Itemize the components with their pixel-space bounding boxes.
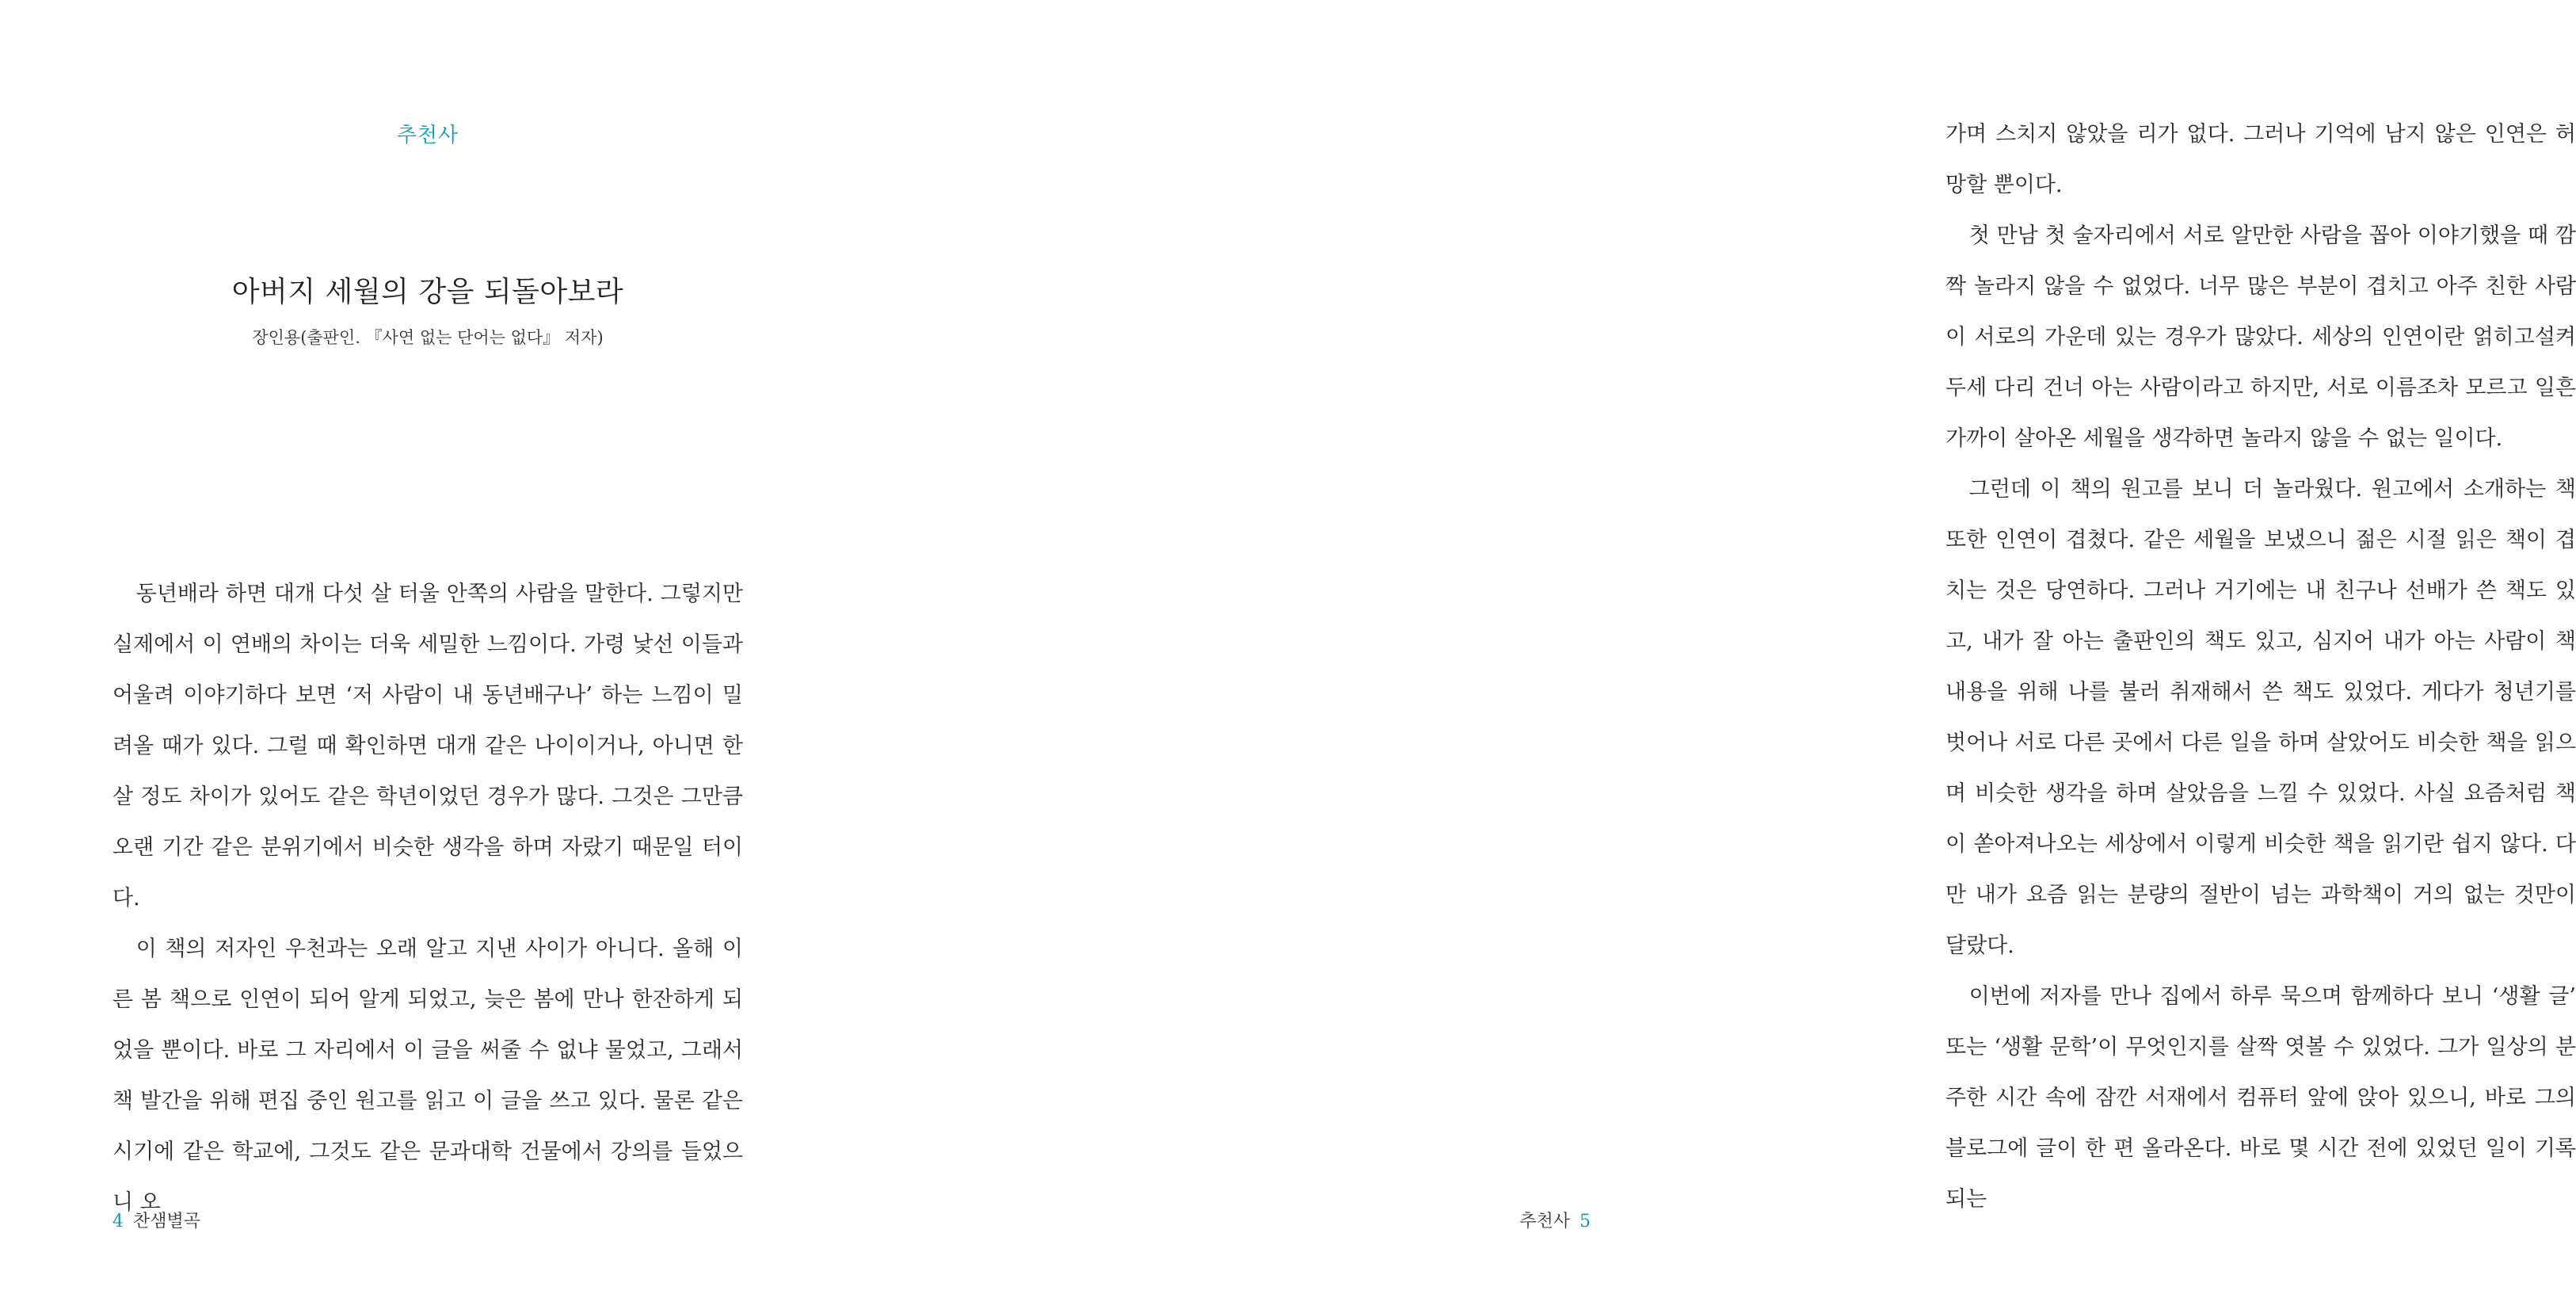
paragraph: 이 책의 저자인 우천과는 오래 알고 지낸 사이가 아니다. 올해 이른 봄 책으로 인연이 되어 알게 되었고, 늦은 봄에 만나 한잔하게 되었을 뿐이다. 바로 그 자리에서 이 글을 써줄 수 없냐 물었고, 그래서 책 발간을 위해 편집 중인 원고를 읽고 이 글을 쓰고 있다. 물론 같은 시기에 같은 학교에, 그것도 같은 문과대학 건물에서 강의를 들었으니 오	[112, 937, 743, 1215]
left-body-text	[112, 569, 743, 1228]
running-book-title: 찬샘별곡	[133, 1212, 201, 1231]
section-label: 추천사	[396, 124, 459, 147]
paragraph: 이번에 저자를 만나 집에서 하루 묵으며 함께하다 보니 ‘생활 글’ 또는 ‘생활 문학’이 무엇인지를 살짝 엿볼 수 있었다. 그가 일상의 분주한 시간 속에 잠깐 서재에서 컴퓨터 앞에 앉아 있으니, 바로 그의 블로그에 글이 한 편 올라온다. 바로 몇 시간 전에 있었던 일이 기록되는	[1945, 984, 2576, 1212]
paragraph: 첫 만남 첫 술자리에서 서로 알만한 사람을 꼽아 이야기했을 때 깜짝 놀라지 않을 수 없었다. 너무 많은 부분이 겹치고 아주 친한 사람이 서로의 가운데 있는 경우가 많았다. 세상의 인연이란 얽히고설켜 두세 다리 건너 아는 사람이라고 하지만, 서로 이름조차 모르고 일흔 가까이 살아온 세월을 생각하면 놀라지 않을 수 없는 일이다.	[1945, 223, 2576, 451]
paragraph: 동년배라 하면 대개 다섯 살 터울 안쪽의 사람을 말한다. 그렇지만 실제에서 이 연배의 차이는 더욱 세밀한 느낌이다. 가령 낯선 이들과 어울려 이야기하다 보면 ‘저 사람이 내 동년배구나’ 하는 느낌이 밀려올 때가 있다. 그럴 때 확인하면 대개 같은 나이이거나, 아니면 한 살 정도 차이가 있어도 같은 학년이었던 경우가 많다. 그것은 그만큼 오랜 기간 같은 분위기에서 비슷한 생각을 하며 자랐기 때문일 터이다.	[112, 582, 743, 911]
right-page	[892, 0, 2576, 1298]
paragraph: 가며 스치지 않았을 리가 없다. 그러나 기억에 남지 않은 인연은 허망할 뿐이다.	[1945, 122, 2576, 197]
essay-title: 아버지 세월의 강을 되돌아보라	[231, 276, 624, 308]
left-footer	[112, 1208, 200, 1232]
left-page	[0, 0, 892, 1298]
right-body-text	[1945, 109, 2576, 1225]
running-section-name: 추천사	[1519, 1212, 1570, 1231]
page-number: 5	[1580, 1212, 1591, 1231]
right-footer	[1519, 1208, 1591, 1232]
page-number: 4	[112, 1212, 124, 1231]
essay-byline: 장인용(출판인. 『사연 없는 단어는 없다』 저자)	[252, 328, 604, 347]
paragraph: 그런데 이 책의 원고를 보니 더 놀라웠다. 원고에서 소개하는 책 또한 인연이 겹쳤다. 같은 세월을 보냈으니 젊은 시절 읽은 책이 겹치는 것은 당연하다. 그러나 거기에는 내 친구나 선배가 쓴 책도 있고, 내가 잘 아는 출판인의 책도 있고, 심지어 내가 아는 사람이 책 내용을 위해 나를 불러 취재해서 쓴 책도 있었다. 게다가 청년기를 벗어나 서로 다른 곳에서 다른 일을 하며 살았어도 비슷한 책을 읽으며 비슷한 생각을 하며 살았음을 느낄 수 있었다. 사실 요즘처럼 책이 쏟아져나오는 세상에서 이렇게 비슷한 책을 읽기란 쉽지 않다. 다만 내가 요즘 읽는 분량의 절반이 넘는 과학책이 거의 없는 것만이 달랐다.	[1945, 477, 2576, 958]
